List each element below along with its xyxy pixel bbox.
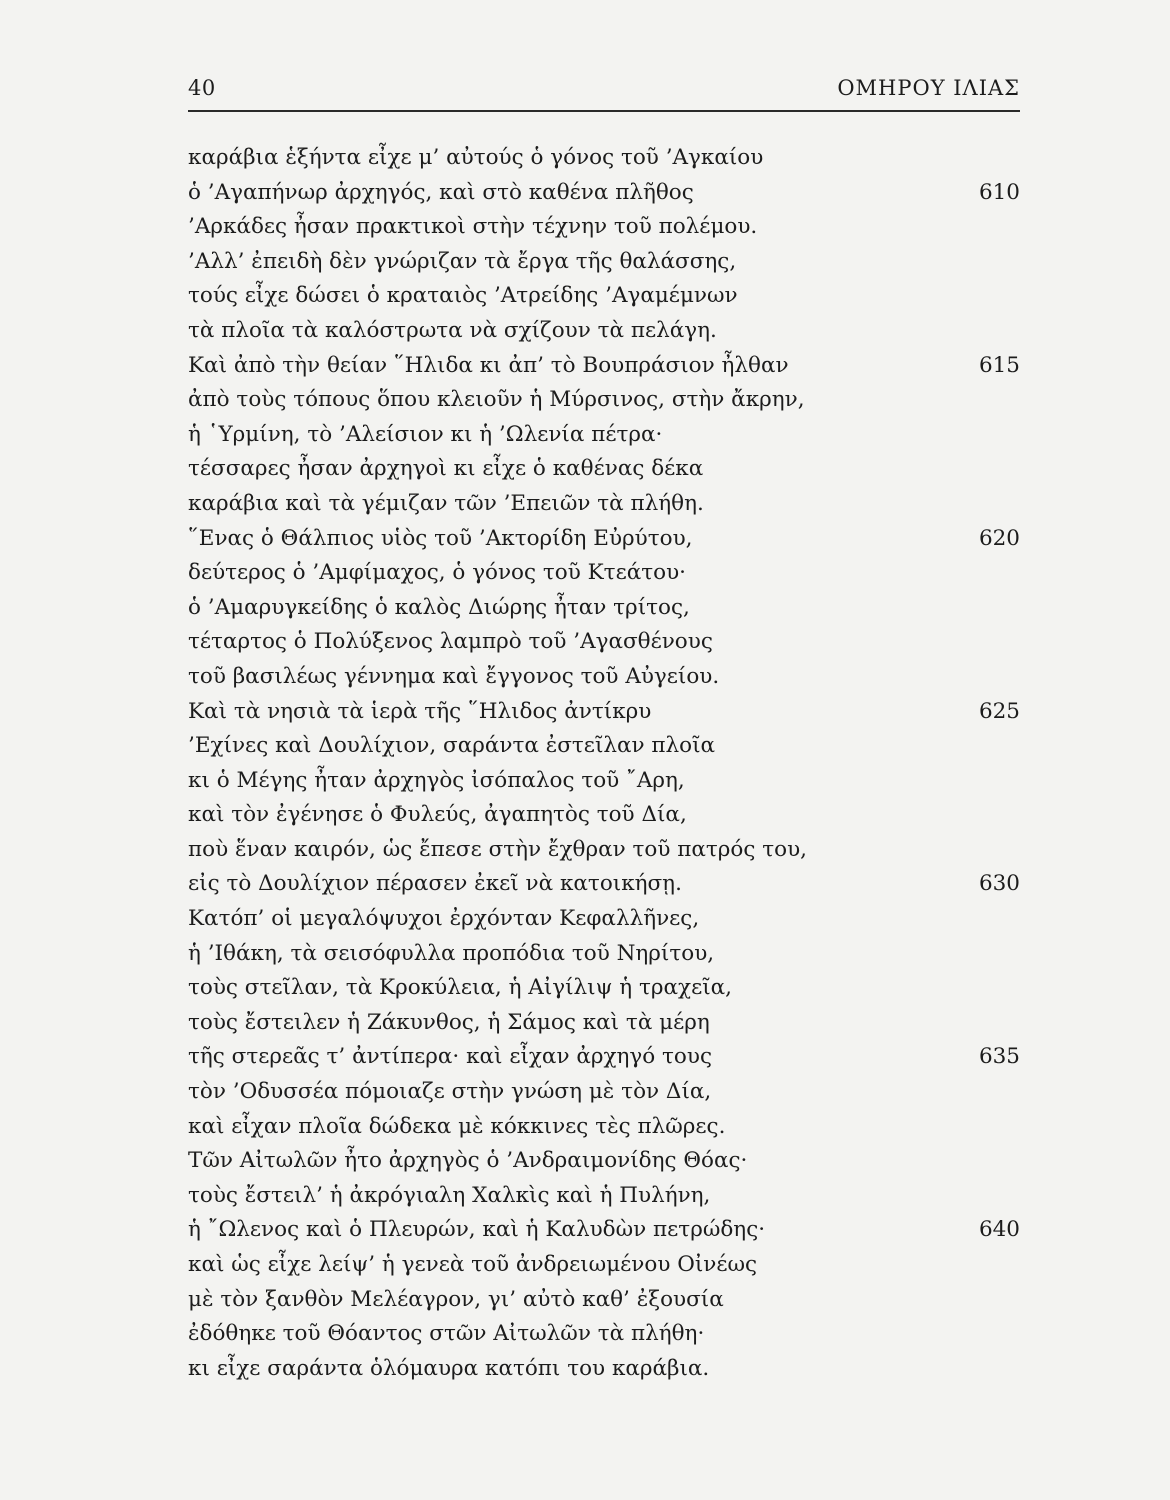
verse-text: Καὶ ἀπὸ τὴν θείαν ῞Ηλιδα κι ἀπ’ τὸ Βουπράσιον ἦλθαν bbox=[188, 352, 789, 378]
verse-text: καὶ ὡς εἶχε λείψ’ ἡ γενεὰ τοῦ ἀνδρειωμένου Οἰνέως bbox=[188, 1252, 758, 1277]
verse-line bbox=[188, 1248, 1020, 1283]
verse-block bbox=[188, 141, 1020, 1386]
verse-text: ἡ ῎Ωλενος καὶ ὁ Πλευρών, καὶ ἡ Καλυδὼν πετρώδης· bbox=[188, 1217, 766, 1243]
verse-text: τούς εἶχε δώσει ὁ κραταιὸς ’Ατρείδης ’Αγαμέμνων bbox=[188, 283, 738, 309]
line-number: 640 bbox=[978, 1217, 1020, 1243]
verse-text: τοὺς ἔστειλεν ἡ Ζάκυνθος, ἡ Σάμος καὶ τὰ μέρη bbox=[188, 1009, 710, 1035]
verse-line bbox=[188, 418, 1020, 453]
verse-text: τέταρτος ὁ Πολύξενος λαμπρὸ τοῦ ’Αγασθένους bbox=[188, 629, 713, 655]
page-header bbox=[188, 72, 1020, 112]
verse-line bbox=[188, 245, 1020, 280]
running-title: ΟΜΗΡΟΥ ΙΛΙΑΣ bbox=[837, 76, 1020, 100]
verse-text: τοὺς στεῖλαν, τὰ Κροκύλεια, ἡ Αἰγίλιψ ἡ τραχεῖα, bbox=[188, 975, 733, 1001]
verse-text: τοῦ βασιλέως γέννημα καὶ ἔγγονος τοῦ Αὐγείου. bbox=[188, 663, 720, 689]
verse-text: ῞Ενας ὁ Θάλπιος υἱὸς τοῦ ’Ακτορίδη Εὐρύτου, bbox=[188, 525, 693, 551]
verse-line bbox=[188, 729, 1020, 764]
line-number: 610 bbox=[978, 179, 1020, 205]
verse-line bbox=[188, 141, 1020, 176]
verse-line bbox=[188, 1006, 1020, 1041]
verse-line bbox=[188, 314, 1020, 349]
verse-text: ’Αρκάδες ἦσαν πρακτικοὶ στὴν τέχνην τοῦ πολέμου. bbox=[188, 214, 758, 240]
verse-text: κι ὁ Μέγης ἦταν ἀρχηγὸς ἰσόπαλος τοῦ ῎Αρη, bbox=[188, 767, 685, 793]
verse-text: τὰ πλοῖα τὰ καλόστρωτα νὰ σχίζουν τὰ πελάγη. bbox=[188, 317, 717, 343]
verse-line bbox=[188, 902, 1020, 937]
verse-text: ’Εχίνες καὶ Δουλίχιον, σαράντα ἐστεῖλαν πλοῖα bbox=[188, 733, 716, 759]
verse-line bbox=[188, 867, 1020, 902]
verse-text: καράβια ἑξήντα εἶχε μ’ αὐτούς ὁ γόνος τοῦ ’Αγκαίου bbox=[188, 145, 764, 170]
verse-line bbox=[188, 556, 1020, 591]
verse-line bbox=[188, 1317, 1020, 1352]
verse-text: τῆς στερεᾶς τ’ ἀντίπερα· καὶ εἶχαν ἀρχηγό τους bbox=[188, 1044, 712, 1070]
verse-line bbox=[188, 937, 1020, 972]
verse-line bbox=[188, 176, 1020, 211]
verse-text: ὁ ’Αμαρυγκείδης ὁ καλὸς Διώρης ἦταν τρίτος, bbox=[188, 594, 690, 620]
line-number: 615 bbox=[978, 352, 1020, 378]
header-rule bbox=[188, 110, 1020, 112]
verse-text: ἐδόθηκε τοῦ Θόαντος στῶν Αἰτωλῶν τὰ πλήθη· bbox=[188, 1321, 705, 1347]
verse-line bbox=[188, 210, 1020, 245]
verse-line bbox=[188, 660, 1020, 695]
verse-line bbox=[188, 591, 1020, 626]
verse-text: ἡ ῾Υρμίνη, τὸ ’Αλείσιον κι ἡ ’Ωλενία πέτρα· bbox=[188, 421, 663, 447]
line-number: 620 bbox=[978, 525, 1020, 551]
verse-text: Τῶν Αἰτωλῶν ἦτο ἀρχηγὸς ὁ ’Ανδραιμονίδης Θόας· bbox=[188, 1148, 748, 1174]
verse-text: ἀπὸ τοὺς τόπους ὅπου κλειοῦν ἡ Μύρσινος, στὴν ἄκρην, bbox=[188, 387, 805, 413]
verse-line bbox=[188, 1213, 1020, 1248]
line-number: 625 bbox=[978, 698, 1020, 724]
verse-text: τοὺς ἔστειλ’ ἡ ἀκρόγιαλη Χαλκὶς καὶ ἡ Πυλήνη, bbox=[188, 1182, 711, 1208]
verse-line bbox=[188, 798, 1020, 833]
verse-text: Καὶ τὰ νησιὰ τὰ ἱερὰ τῆς ῞Ηλιδος ἀντίκρυ bbox=[188, 698, 652, 724]
verse-line bbox=[188, 522, 1020, 557]
verse-text: τέσσαρες ἦσαν ἀρχηγοὶ κι εἶχε ὁ καθένας δέκα bbox=[188, 456, 704, 482]
verse-line bbox=[188, 452, 1020, 487]
verse-text: εἰς τὸ Δουλίχιον πέρασεν ἐκεῖ νὰ κατοικήσῃ. bbox=[188, 871, 682, 897]
verse-line bbox=[188, 279, 1020, 314]
verse-line bbox=[188, 625, 1020, 660]
verse-text: καράβια καὶ τὰ γέμιζαν τῶν ’Επειῶν τὰ πλήθη. bbox=[188, 490, 704, 516]
verse-line bbox=[188, 1352, 1020, 1387]
verse-text: Κατόπ’ οἱ μεγαλόψυχοι ἐρχόνταν Κεφαλλῆνες, bbox=[188, 906, 700, 932]
verse-line bbox=[188, 695, 1020, 730]
page-number: 40 bbox=[188, 76, 216, 100]
verse-line bbox=[188, 1040, 1020, 1075]
verse-text: κι εἶχε σαράντα ὁλόμαυρα κατόπι του καράβια. bbox=[188, 1355, 710, 1381]
verse-line bbox=[188, 349, 1020, 384]
verse-text: ὁ ’Αγαπήνωρ ἀρχηγός, καὶ στὸ καθένα πλῆθος bbox=[188, 179, 694, 205]
verse-line bbox=[188, 1110, 1020, 1145]
verse-line bbox=[188, 764, 1020, 799]
verse-line bbox=[188, 833, 1020, 868]
verse-text: τὸν ’Οδυσσέα πόμοιαζε στὴν γνώση μὲ τὸν Δία, bbox=[188, 1079, 712, 1105]
verse-line bbox=[188, 1283, 1020, 1318]
verse-line bbox=[188, 383, 1020, 418]
verse-text: καὶ τὸν ἐγένησε ὁ Φυλεύς, ἀγαπητὸς τοῦ Δία, bbox=[188, 802, 687, 828]
verse-line bbox=[188, 1144, 1020, 1179]
verse-text: ποὺ ἕναν καιρόν, ὡς ἔπεσε στὴν ἔχθραν τοῦ πατρός του, bbox=[188, 836, 807, 862]
line-number: 630 bbox=[978, 871, 1020, 897]
verse-line bbox=[188, 487, 1020, 522]
verse-line bbox=[188, 1075, 1020, 1110]
verse-line bbox=[188, 1179, 1020, 1214]
verse-text: ’Αλλ’ ἐπειδὴ δὲν γνώριζαν τὰ ἔργα τῆς θαλάσσης, bbox=[188, 248, 737, 274]
verse-text: ἡ ’Ιθάκη, τὰ σεισόφυλλα προπόδια τοῦ Νηρίτου, bbox=[188, 940, 715, 966]
verse-text: καὶ εἶχαν πλοῖα δώδεκα μὲ κόκκινες τὲς πλῶρες. bbox=[188, 1113, 726, 1139]
verse-line bbox=[188, 971, 1020, 1006]
verse-text: μὲ τὸν ξανθὸν Μελέαγρον, γι’ αὐτὸ καθ’ ἐξουσία bbox=[188, 1286, 724, 1312]
line-number: 635 bbox=[978, 1044, 1020, 1070]
verse-text: δεύτερος ὁ ’Αμφίμαχος, ὁ γόνος τοῦ Κτεάτου· bbox=[188, 560, 686, 586]
